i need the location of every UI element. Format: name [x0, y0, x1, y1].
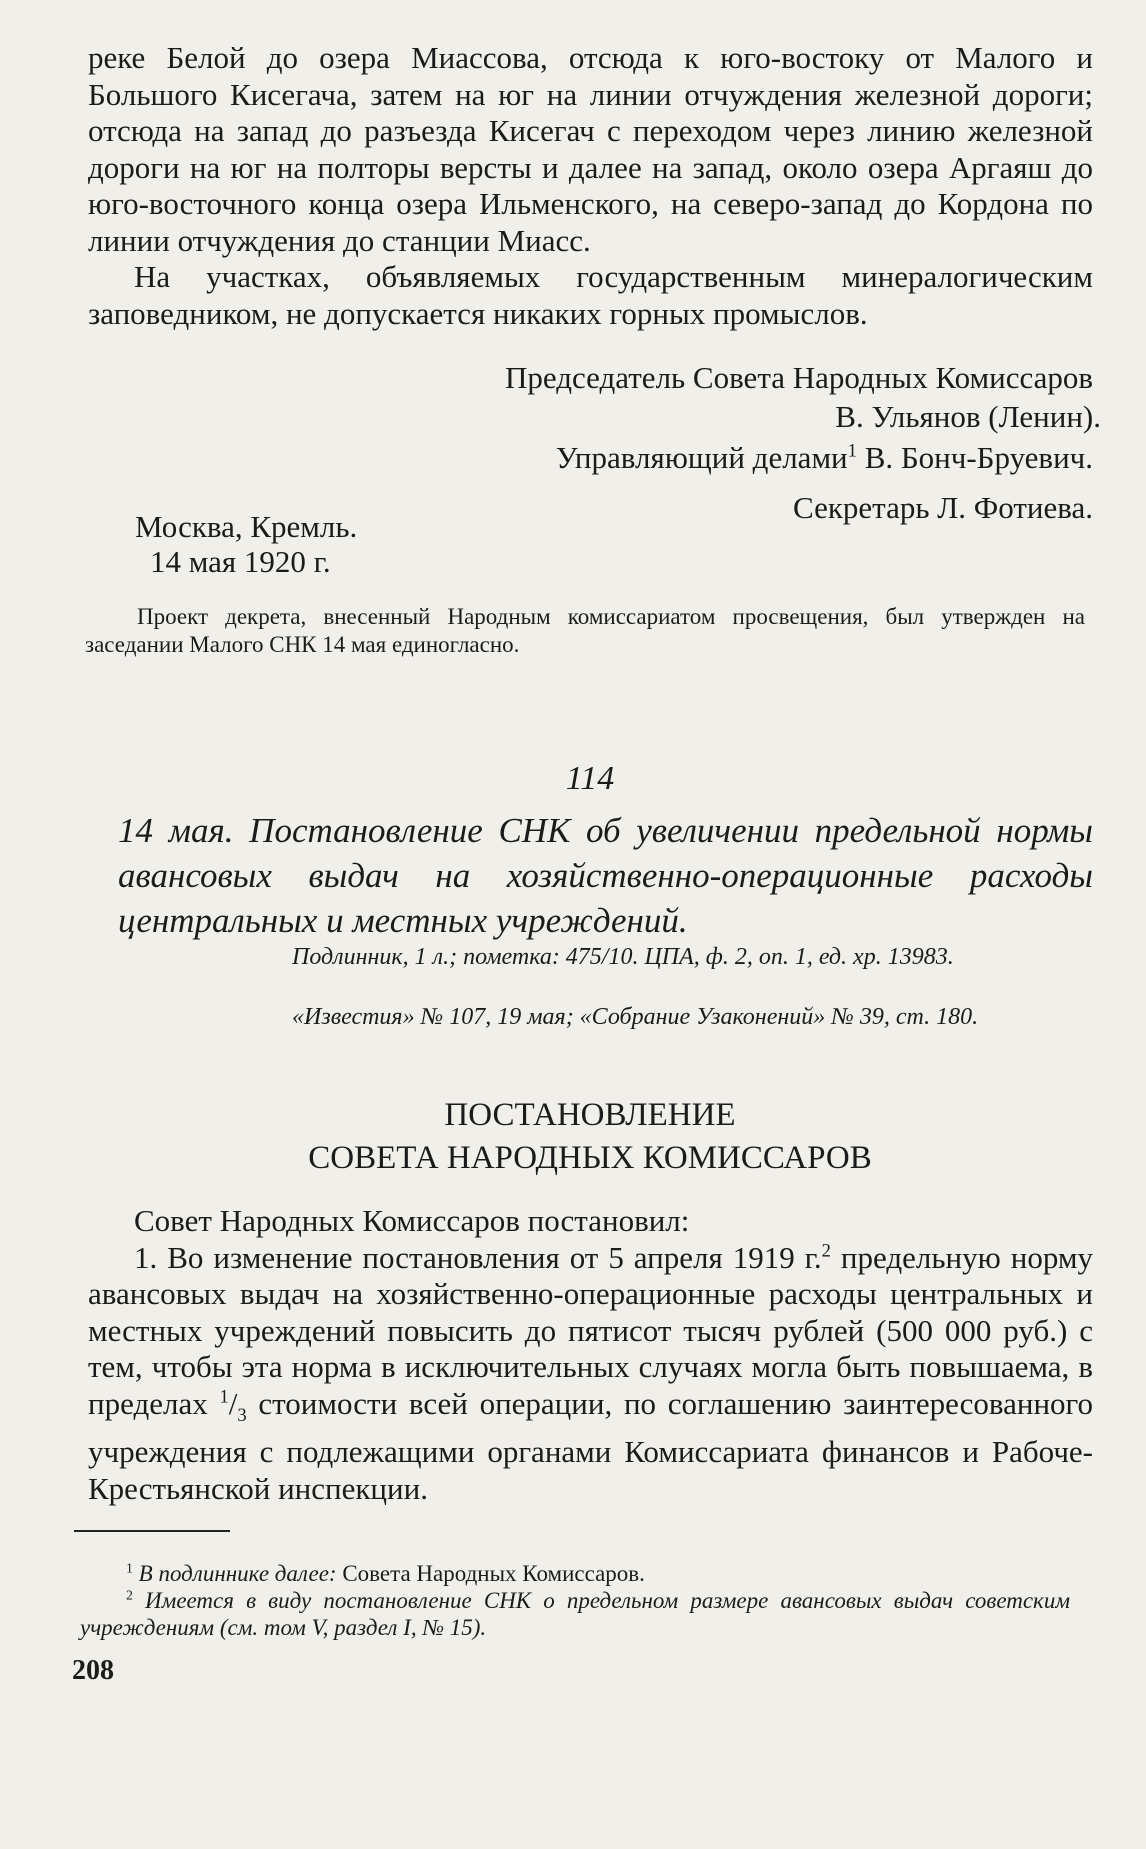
footnote-rule [74, 1530, 230, 1532]
clause-1-middle: предельную норму авансовых выдач на хозяйственно-операционные расходы центральных и местных учреждений повысить до пятисот тысяч рублей (500 000 руб.) с тем, чтобы эта норма в исключительных случаях могла быть повышаема, в пределах [88, 1239, 1093, 1421]
source-archive: Подлинник, 1 л.; пометка: 475/10. ЦПА, ф. 2, оп. 1, ед. хр. 13983. [292, 944, 954, 970]
preamble: Совет Народных Комиссаров постановил: [134, 1203, 690, 1238]
heading-line-1: ПОСТАНОВЛЕНИЕ [444, 1097, 736, 1133]
opening-paragraph: реке Белой до озера Миассова, отсюда к юго-востоку от Малого и Большого Кисегача, затем на юг на линии отчуждения железной дороги; отсюда на запад до разъезда Кисегач с переходом через линию железной дороги на юг на полторы версты и далее на запад, около озера Аргаяш до юго-восточного конца озера Ильменского, на северо-запад до Кордона по линии отчуждения до станции Миасс. [88, 40, 1093, 258]
document-title: 14 мая. Постановление СНК об увеличении предельной нормы авансовых выдач на хозяйственно-операционные расходы центральных и местных учреждений. [118, 811, 1093, 940]
manager-name: В. Бонч-Бруевич. [864, 440, 1093, 475]
fraction-numerator: 1 [219, 1386, 229, 1408]
footnote-1-mark: 1 [126, 1560, 133, 1576]
footnote-2-mark: 2 [126, 1587, 133, 1603]
heading-line-2: СОВЕТА НАРОДНЫХ КОМИССАРОВ [308, 1140, 872, 1176]
footnote-1-text: Совета Народных Комиссаров. [336, 1561, 645, 1586]
clause-1-end: стоимости всей операции, по соглашению заинтересованного учреждения с подлежащими органами Комиссариата финансов и Рабоче-Крестьянской инспекции. [88, 1385, 1093, 1506]
fraction-denominator: 3 [237, 1404, 247, 1426]
opening-block [88, 40, 1093, 332]
chairman-title: Председатель Совета Народных Комиссаров [505, 360, 1093, 395]
footnote-1 [80, 1560, 1070, 1587]
resolution-body [88, 1203, 1093, 1507]
footnote-mark-1: 1 [847, 440, 857, 462]
editorial-note: Проект декрета, внесенный Народным комиссариатом просвещения, был утвержден на заседании Малого СНК 14 мая единогласно. [85, 604, 1085, 657]
page-number: 208 [72, 1655, 114, 1686]
footnote-mark-2: 2 [821, 1240, 831, 1262]
date: 14 мая 1920 г. [150, 544, 331, 579]
place: Москва, Кремль. [135, 509, 358, 544]
source-publication: «Известия» № 107, 19 мая; «Собрание Узаконений» № 39, ст. 180. [292, 1004, 979, 1030]
manager-title: Управляющий делами [555, 440, 848, 475]
manager-signature [556, 440, 1093, 476]
footnote-1-italic: В подлиннике далее: [138, 1561, 337, 1586]
chairman-name: В. Ульянов (Ленин). [835, 399, 1101, 434]
footnote-2-italic: Имеется в виду постановление СНК о предельном размере авансовых выдач советским учреждениям (см. том V, раздел I, № 15). [80, 1588, 1070, 1640]
second-paragraph: На участках, объявляемых государственным минералогическим заповедником, не допускается никаких горных промыслов. [88, 259, 1093, 331]
clause-1: 1. Во изменение постановления от 5 апреля 1919 г.$^2$ предельную норму авансовых выдач на хозяйственно-операционные расходы центральных и местных учреждений повысить до пятисот тысяч рублей (500 000 руб.) с тем, чтобы эта норма в исключительных случаях могла быть повышаема, в пределах $^1/_3$ стоимости всей операции, по соглашению заинтересованного учреждения с подлежащими органами Комиссариата финансов и Рабоче-Крестьянской инспекции. [88, 1239, 1093, 1506]
footnote-2 [80, 1587, 1070, 1641]
clause-1-start: 1. Во изменение постановления от 5 апреля 1919 г. [134, 1239, 822, 1275]
secretary-signature: Секретарь Л. Фотиева. [793, 490, 1093, 525]
document-number: 114 [565, 760, 615, 797]
